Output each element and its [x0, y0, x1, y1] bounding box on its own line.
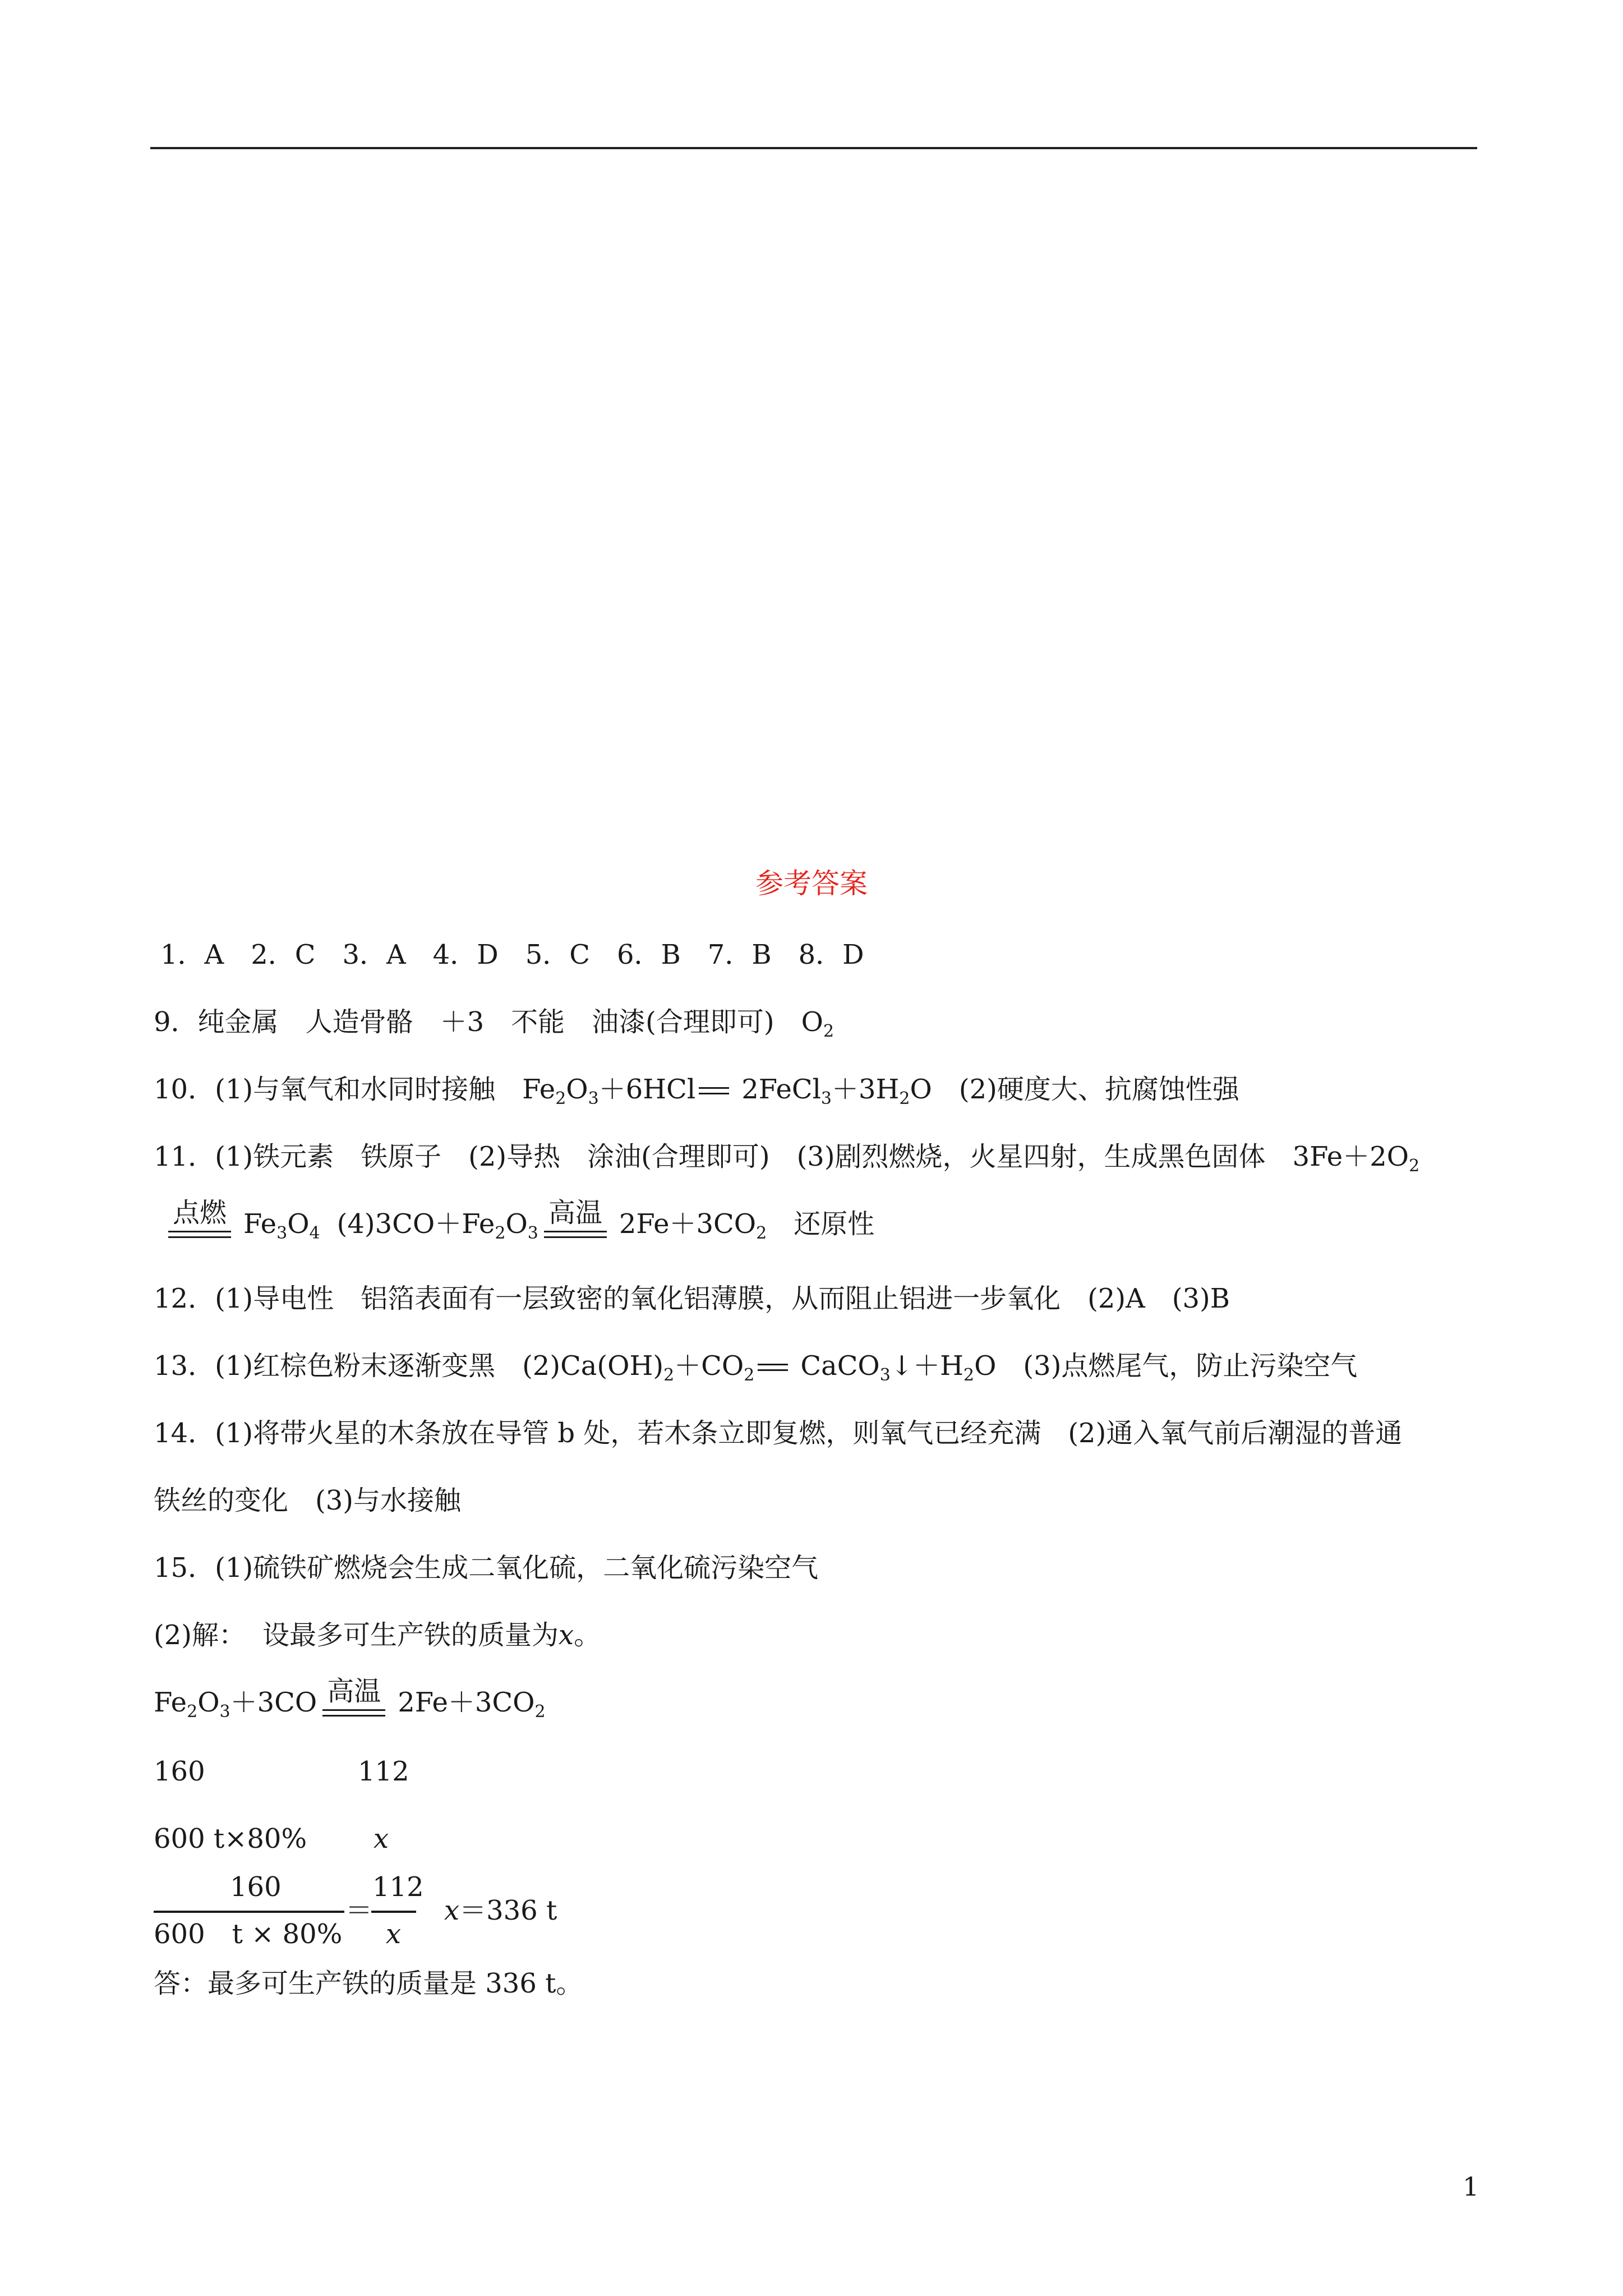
q13-b-s2: 2 [744, 1365, 755, 1385]
q13-b5: O [974, 1350, 997, 1382]
ignite-condition-equals [168, 1197, 231, 1246]
q10-eq-right2: ＋3H [832, 1074, 900, 1105]
answer-14-line1 [154, 1411, 1402, 1456]
header-rule [150, 147, 1477, 149]
q11-eq-sub: 2 [1409, 1156, 1420, 1176]
q10-eq-right1: 2FeCl [741, 1074, 821, 1105]
q15-frac2-denominator: x [386, 1918, 402, 1950]
q11-c: (2)导热 [468, 1141, 561, 1172]
q15-given-left: 600 t×80% [154, 1823, 307, 1855]
q9-a: 纯金属 [197, 1006, 279, 1038]
q9-e: 油漆(合理即可) [592, 1006, 774, 1038]
q11-a: 11．(1)铁元素 [154, 1141, 334, 1172]
q11-part4-s3: 2 [756, 1223, 767, 1243]
q13-b2: ＋CO [674, 1350, 744, 1382]
ignite-condition: 点燃 [172, 1197, 227, 1228]
q15-given-right: x [374, 1823, 389, 1855]
q11-d: 涂油(合理即可) [587, 1141, 770, 1172]
q10-eq-sub4: 2 [899, 1089, 910, 1108]
q15-eq-s3: 2 [534, 1702, 546, 1722]
q15-mass-left: 160 [154, 1756, 205, 1787]
q15-frac1-denominator: 600 t × 80% [154, 1918, 343, 1950]
q11-part4-b: O [505, 1208, 528, 1240]
q11-part4-s2: 3 [527, 1223, 538, 1243]
q11-part4-c: 2Fe＋3CO [619, 1208, 757, 1240]
q15-eq-d: 2Fe＋3CO [398, 1687, 535, 1718]
q9-c: ＋3 [440, 1006, 485, 1038]
q10-part1: (1)与氧气和水同时接触 [215, 1074, 496, 1105]
answer-key-title: 参考答案 [755, 867, 868, 900]
q11-fe3o4-a: Fe [243, 1208, 277, 1240]
q14-line2-b: (3)与水接触 [315, 1485, 462, 1516]
answer-15-equation [154, 1676, 546, 1734]
q15-final-answer: 答：最多可生产铁的质量是 336 t。 [154, 1968, 583, 1999]
q15-solve-label: (2)解： [154, 1619, 246, 1651]
q15-frac-equals: ＝ [345, 1895, 373, 1926]
q12-d: (3)B [1172, 1283, 1230, 1314]
q11-e: (3)剧烈燃烧，火星四射，生成黑色固体 [796, 1141, 1266, 1172]
q9-d: 不能 [511, 1006, 565, 1038]
answer-10 [154, 1067, 1239, 1121]
q15-eq-a: Fe [154, 1687, 187, 1718]
q15-eq-s2: 3 [219, 1702, 230, 1722]
q10-eq-sub3: 3 [820, 1089, 832, 1108]
high-temp-condition: 高温 [548, 1197, 602, 1228]
q14-line2-a: 铁丝的变化 [154, 1485, 289, 1516]
q13-c: (3)点燃尾气，防止污染空气 [1023, 1350, 1358, 1382]
q15-result [444, 1894, 557, 1927]
q15-frac1-numerator: 160 [230, 1871, 282, 1903]
q11-part4-d: 还原性 [794, 1208, 875, 1240]
fraction-bar [154, 1911, 344, 1913]
q11-fe3o4-b: O [287, 1208, 310, 1240]
q11-fe3o4-s1: 3 [276, 1223, 288, 1243]
q13-b-s1: 2 [663, 1365, 675, 1385]
q11-part4-a: (4)3CO＋Fe [336, 1208, 495, 1240]
answer-14-line2 [154, 1478, 461, 1523]
q9-f: O [801, 1006, 823, 1038]
q14-line1-b: (2)通入氧气前后潮湿的普通 [1068, 1418, 1403, 1449]
q10-eq-sub2: 3 [588, 1089, 599, 1108]
q10-eq-o: O [566, 1074, 588, 1105]
q11-eq: 3Fe＋2O [1292, 1141, 1409, 1172]
q10-eq-sub1: 2 [555, 1089, 566, 1108]
q10-eq-fe: Fe [522, 1074, 556, 1105]
q15-let: 设最多可生产铁的质量为 [262, 1619, 559, 1651]
answers-1-8: 1．A 2．C 3．A 4．D 5．C 6．B 7．B 8．D [160, 939, 864, 970]
q10-part2: (2)硬度大、抗腐蚀性强 [958, 1074, 1239, 1105]
answer-13 [154, 1343, 1357, 1398]
q9-f-sub: 2 [823, 1022, 834, 1041]
answer-15-line1: 15．(1)硫铁矿燃烧会生成二氧化硫，二氧化硫污染空气 [154, 1552, 819, 1584]
q15-result-var: x [444, 1895, 460, 1926]
q9-label: 9． [154, 1006, 198, 1038]
q15-eq-c: ＋3CO [230, 1687, 317, 1718]
q10-eq-mid: ＋6HCl [598, 1074, 696, 1105]
answer-9 [154, 1000, 834, 1054]
q12-a: 12．(1)导电性 [154, 1283, 334, 1314]
q15-period: 。 [574, 1619, 601, 1651]
q15-frac2-numerator: 112 [372, 1871, 424, 1903]
q15-mass-right: 112 [358, 1756, 409, 1787]
q15-eq-b: O [197, 1687, 220, 1718]
q9-b: 人造骨骼 [305, 1006, 413, 1038]
answer-11-line2 [163, 1197, 875, 1256]
q11-b: 铁原子 [361, 1141, 442, 1172]
q13-b1: (2)Ca(OH) [522, 1350, 664, 1382]
q14-line1-a: 14．(1)将带火星的木条放在导管 b 处，若木条立即复燃，则氧气已经充满 [154, 1418, 1041, 1449]
answer-12 [154, 1276, 1230, 1321]
q11-fe3o4-s2: 4 [309, 1223, 320, 1243]
q10-label: 10． [154, 1074, 215, 1105]
q13-b-s3: 3 [879, 1365, 891, 1385]
q12-b: 铝箔表面有一层致密的氧化铝薄膜，从而阻止铝进一步氧化 [361, 1283, 1061, 1314]
q11-part4-s1: 2 [495, 1223, 506, 1243]
q12-c: (2)A [1087, 1283, 1145, 1314]
q13-b4: ↓＋H [890, 1350, 963, 1382]
q15-var: x [559, 1619, 574, 1651]
fraction-bar [371, 1911, 416, 1913]
high-temp-condition: 高温 [327, 1676, 381, 1707]
high-temp-condition-equals [544, 1197, 607, 1246]
q13-b3: CaCO [800, 1350, 880, 1382]
q13-b-s4: 2 [963, 1365, 975, 1385]
page-number: 1 [1463, 2171, 1479, 2202]
answer-11-line1 [154, 1134, 1419, 1189]
q13-a: 13．(1)红棕色粉末逐渐变黑 [154, 1350, 496, 1382]
answer-15-solution-intro [154, 1613, 601, 1658]
high-temp-condition-equals [322, 1676, 385, 1725]
q15-result-val: ＝336 t [459, 1895, 557, 1926]
double-equals-sign [758, 1343, 788, 1388]
q15-eq-s1: 2 [187, 1702, 198, 1722]
q10-eq-right3: O [910, 1074, 932, 1105]
double-equals-sign [699, 1067, 729, 1112]
